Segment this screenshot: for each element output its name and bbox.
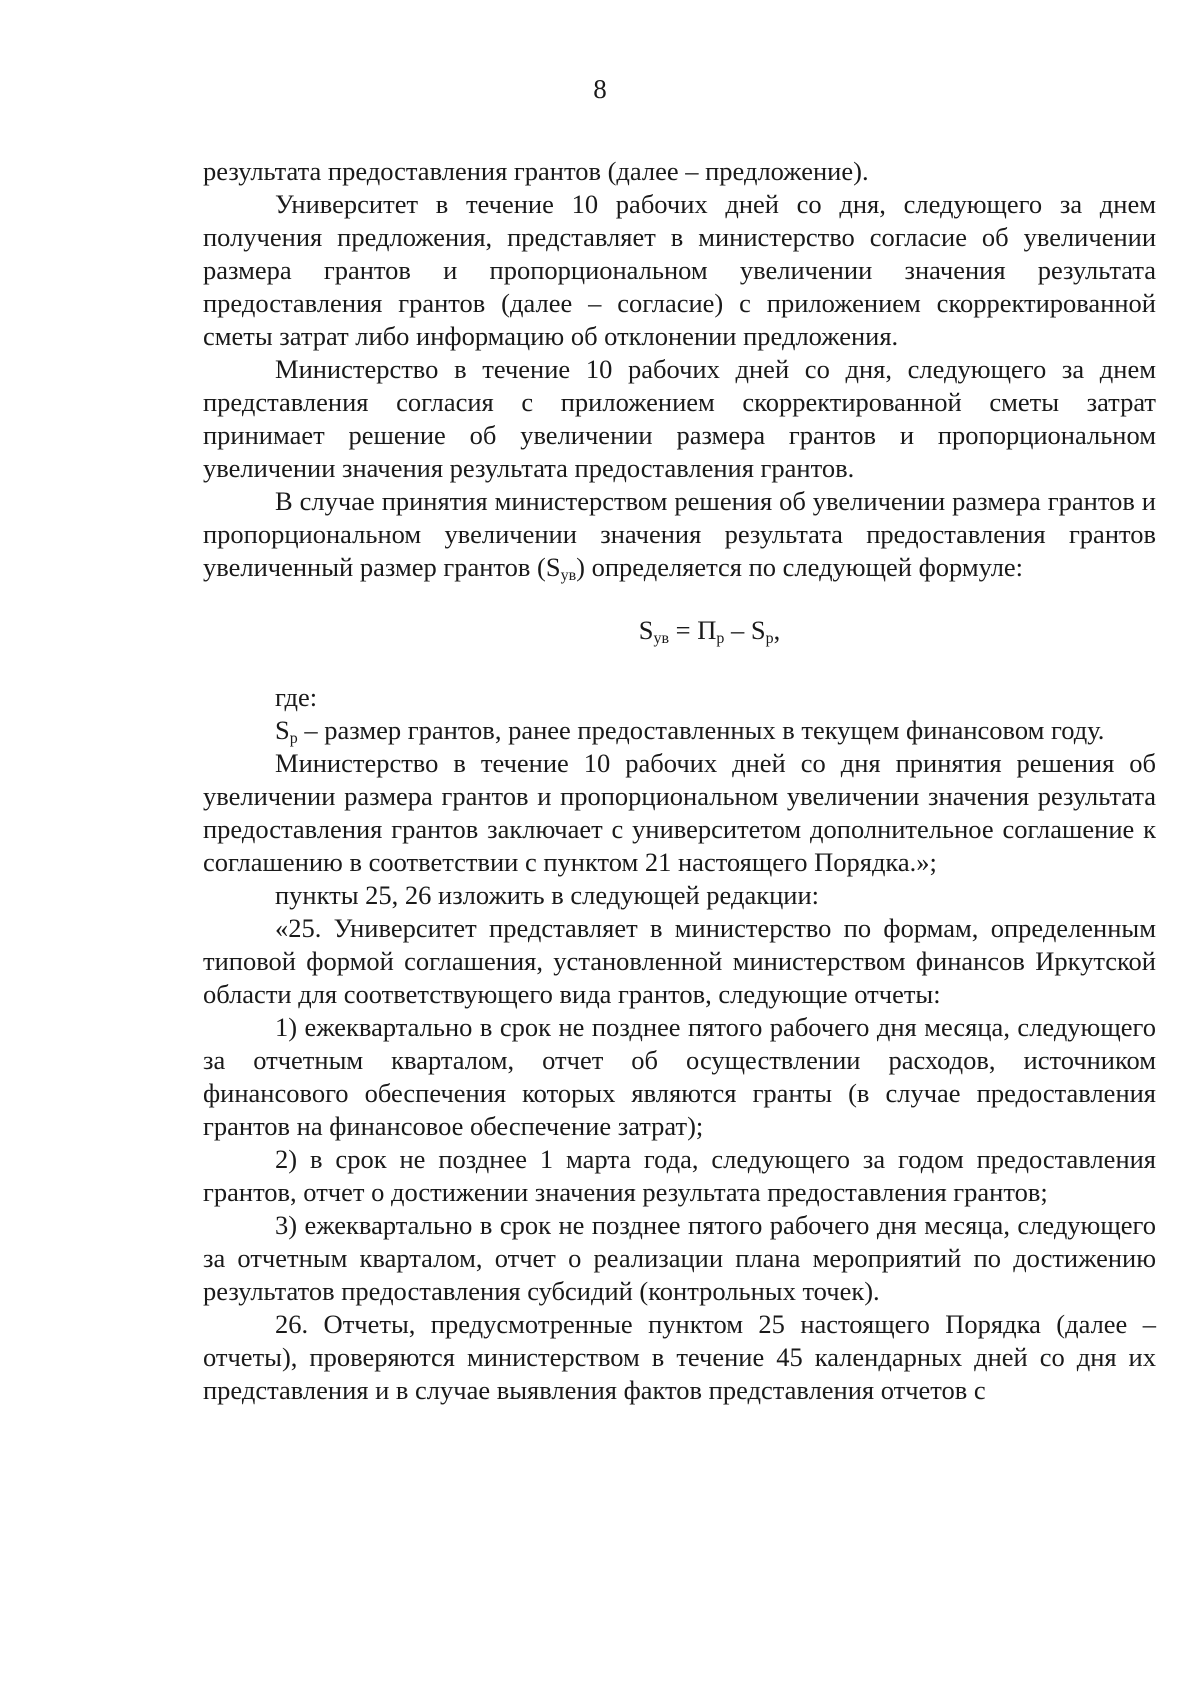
text-fragment: В случае принятия министерством решения об увеличении размера грантов и пропорциональном увеличении значения результата предоставления грантов увеличенный размер грантов (S [203,486,1156,582]
definition-sp: $S_р$ – размер грантов, ранее предоставленных в текущем финансовом году. [275,715,1105,747]
paragraph-university-consent: Университет в течение 10 рабочих дней со дня, следующего за днем получения предложения, представляет в министерство согласие об увеличении размера грантов и пропорциональном увеличении значения результата предоставления грантов (далее – согласие) с приложением скорректированной сметы затрат либо информацию об отклонении предложения. [203,189,1156,351]
paragraph-continuation: результата предоставления грантов (далее – предложение). [203,156,869,186]
paragraph-item-25: «25. Университет представляет в министерство по формам, определенным типовой формой соглашения, установленной министерством финансов Иркутской области для соответствующего вида грантов, следующие отчеты: [203,913,1156,1009]
list-item-1: 1) ежеквартально в срок не позднее пятого рабочего дня месяца, следующего за отчетным кварталом, отчет об осуществлении расходов, источником финансового обеспечения которых являются гранты (в случае предоставления грантов на финансовое обеспечение затрат); [203,1012,1156,1141]
formula: $S_{ув} = П_р - S_р$, [638,615,781,647]
text-fragment: ) определяется по следующей формуле: [576,552,1024,582]
subscript: ув [560,567,577,584]
list-item-2: 2) в срок не позднее 1 марта года, следующего за годом предоставления грантов, отчет о достижении значения результата предоставления грантов; [203,1144,1156,1207]
paragraph-item-26: 26. Отчеты, предусмотренные пунктом 25 настоящего Порядка (далее – отчеты), проверяются министерством в течение 45 календарных дней со дня их представления и в случае выявления фактов представления отчетов с [203,1309,1156,1405]
where-label: где: [275,682,318,712]
paragraph-amendment-intro: пункты 25, 26 изложить в следующей редакции: [275,880,820,910]
list-item-3: 3) ежеквартально в срок не позднее пятого рабочего дня месяца, следующего за отчетным кварталом, отчет о реализации плана мероприятий по достижению результатов предоставления субсидий (контрольных точек). [203,1210,1156,1306]
paragraph-additional-agreement: Министерство в течение 10 рабочих дней со дня принятия решения об увеличении размера грантов и пропорциональном увеличении значения результата предоставления грантов заключает с университетом дополнительное соглашение к соглашению в соответствии с пунктом 21 настоящего Порядка.»; [203,748,1156,877]
document-body [203,155,1156,1407]
page-number: 8 [593,74,607,104]
paragraph-ministry-decision: Министерство в течение 10 рабочих дней со дня, следующего за днем представления согласия с приложением скорректированной сметы затрат принимает решение об увеличении размера грантов и пропорциональном увеличении значения результата предоставления грантов. [203,354,1156,483]
paragraph-increased-grant-size [203,485,1156,584]
